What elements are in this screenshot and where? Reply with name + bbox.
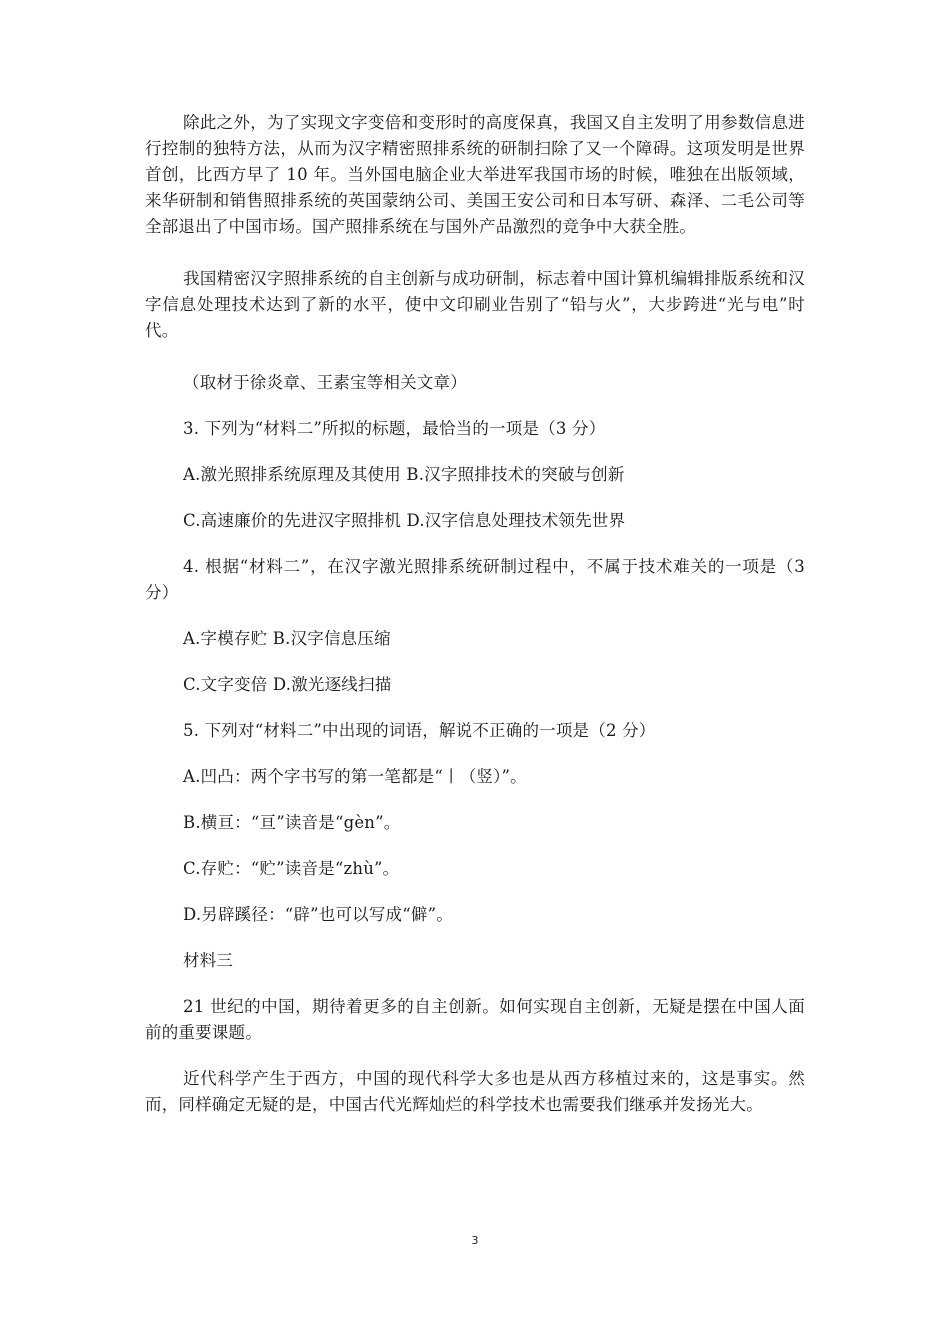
question-4-options-cd: C.文字变倍 D.激光逐线扫描 xyxy=(183,675,392,694)
question-4-stem: 4. 根据“材料二”，在汉字激光照排系统研制过程中，不属于技术难关的一项是（3 分） xyxy=(145,557,805,602)
question-5-stem: 5. 下列对“材料二”中出现的词语，解说不正确的一项是（2 分） xyxy=(183,721,656,740)
question-5-option-b: B.横亘：“亘”读音是“gèn”。 xyxy=(183,813,401,832)
question-5-option-c: C.存贮：“贮”读音是“zhù”。 xyxy=(183,859,400,878)
question-4-options-ab: A.字模存贮 B.汉字信息压缩 xyxy=(183,629,391,648)
paragraph-innovation-summary: 我国精密汉字照排系统的自主创新与成功研制，标志着中国计算机编辑排版系统和汉字信息处理技术达到了新的水平，使中文印刷业告别了“铅与火”，大步跨进“光与电”时代。 xyxy=(145,269,805,340)
paragraph-overseas-competition: 除此之外，为了实现文字变倍和变形时的高度保真，我国又自主发明了用参数信息进行控制的独特方法，从而为汉字精密照排系统的研制扫除了又一个障碍。这项发明是世界首创，比西方早了 10 年。当外国电脑企业大举进军我国市场的时候，唯独在出版领域，来华研制和销售照排系统的英国蒙纳公司、美国王安公司和日本写研、森泽、二毛公司等全部退出了中国市场。国产照排系统在与国外产品激烈的竞争中大获全胜。 xyxy=(145,113,805,236)
document-body xyxy=(145,110,805,1138)
question-3-options-ab: A.激光照排系统原理及其使用 B.汉字照排技术的突破与创新 xyxy=(183,465,625,484)
question-5-option-a: A.凹凸：两个字书写的第一笔都是“丨（竖）”。 xyxy=(183,767,527,786)
page-number: 3 xyxy=(471,1234,479,1247)
material-3-paragraph-2: 近代科学产生于西方，中国的现代科学大多也是从西方移植过来的，这是事实。然而，同样确定无疑的是，中国古代光辉灿烂的科学技术也需要我们继承并发扬光大。 xyxy=(145,1069,805,1114)
question-3-options-cd: C.高速廉价的先进汉字照排机 D.汉字信息处理技术领先世界 xyxy=(183,511,626,530)
material-3-heading: 材料三 xyxy=(183,951,234,970)
question-5-option-d: D.另辟蹊径：“辟”也可以写成“僻”。 xyxy=(183,905,453,924)
source-note: （取材于徐炎章、王素宝等相关文章） xyxy=(183,373,467,392)
question-3-stem: 3. 下列为“材料二”所拟的标题，最恰当的一项是（3 分） xyxy=(183,419,606,438)
material-3-paragraph-1: 21 世纪的中国，期待着更多的自主创新。如何实现自主创新，无疑是摆在中国人面前的重要课题。 xyxy=(145,997,805,1042)
